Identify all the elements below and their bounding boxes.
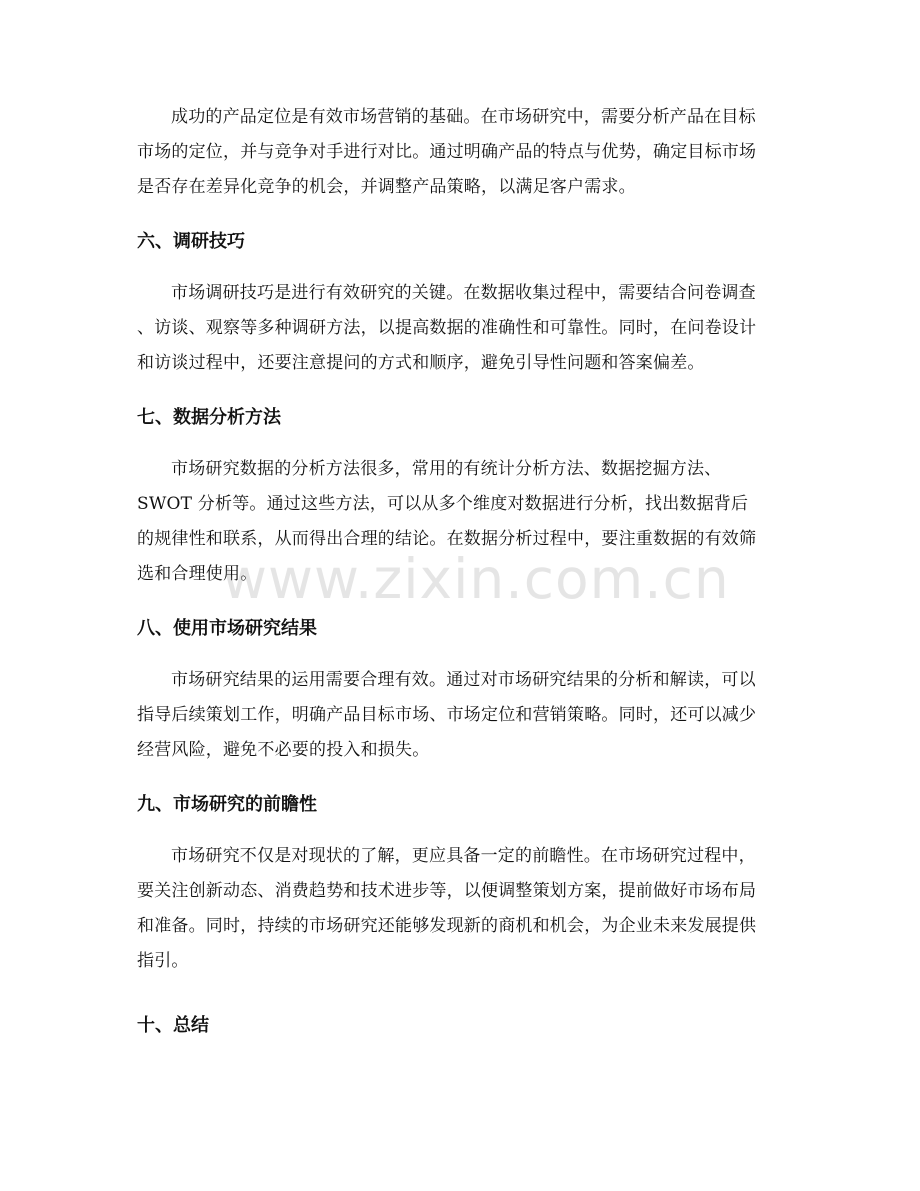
paragraph-line: 指引。 bbox=[137, 951, 189, 971]
paragraph-line: 要关注创新动态、消费趋势和技术进步等，以便调整策划方案，提前做好市场布局 bbox=[137, 881, 757, 901]
paragraph-product-positioning bbox=[137, 100, 785, 205]
paragraph-using-results bbox=[137, 663, 785, 768]
paragraph-line: 市场研究不仅是对现状的了解，更应具备一定的前瞻性。在市场研究过程中， bbox=[171, 846, 756, 866]
paragraph-line: 是否存在差异化竞争的机会，并调整产品策略，以满足客户需求。 bbox=[137, 177, 636, 197]
section-heading-research-skills: 六、调研技巧 bbox=[137, 231, 245, 252]
paragraph-line: 成功的产品定位是有效市场营销的基础。在市场研究中，需要分析产品在目标 bbox=[171, 107, 756, 127]
watermark: www.zixin.com.cn bbox=[222, 547, 730, 611]
paragraph-line: 市场调研技巧是进行有效研究的关键。在数据收集过程中，需要结合问卷调查 bbox=[171, 283, 756, 303]
paragraph-line: 选和合理使用。 bbox=[137, 564, 258, 584]
paragraph-line: 市场研究结果的运用需要合理有效。通过对市场研究结果的分析和解读，可以 bbox=[171, 670, 756, 690]
paragraph-line: 市场的定位，并与竞争对手进行对比。通过明确产品的特点与优势，确定目标市场 bbox=[137, 142, 757, 162]
paragraph-line: 经营风险，避免不必要的投入和损失。 bbox=[137, 740, 430, 760]
paragraph-data-analysis bbox=[137, 452, 785, 592]
paragraph-research-skills bbox=[137, 276, 785, 381]
section-heading-summary: 十、总结 bbox=[137, 1015, 209, 1036]
paragraph-line: 的规律性和联系，从而得出合理的结论。在数据分析过程中，要注重数据的有效筛 bbox=[137, 529, 757, 549]
paragraph-line: 和准备。同时，持续的市场研究还能够发现新的商机和机会，为企业未来发展提供 bbox=[137, 916, 757, 936]
paragraph-line: 、访谈、观察等多种调研方法，以提高数据的准确性和可靠性。同时，在问卷设计 bbox=[137, 318, 757, 338]
paragraph-line: 和访谈过程中，还要注意提问的方式和顺序，避免引导性问题和答案偏差。 bbox=[137, 353, 705, 373]
section-heading-foresight: 九、市场研究的前瞻性 bbox=[137, 794, 317, 815]
section-heading-data-analysis: 七、数据分析方法 bbox=[137, 407, 281, 428]
document-body bbox=[137, 100, 785, 1040]
paragraph-line: 指导后续策划工作，明确产品目标市场、市场定位和营销策略。同时，还可以减少 bbox=[137, 705, 757, 725]
paragraph-line: SWOT 分析等。通过这些方法，可以从多个维度对数据进行分析，找出数据背后 bbox=[137, 494, 749, 514]
paragraph-foresight bbox=[137, 839, 785, 979]
paragraph-line: 市场研究数据的分析方法很多，常用的有统计分析方法、数据挖掘方法、 bbox=[171, 459, 722, 479]
section-heading-using-results: 八、使用市场研究结果 bbox=[137, 618, 317, 639]
